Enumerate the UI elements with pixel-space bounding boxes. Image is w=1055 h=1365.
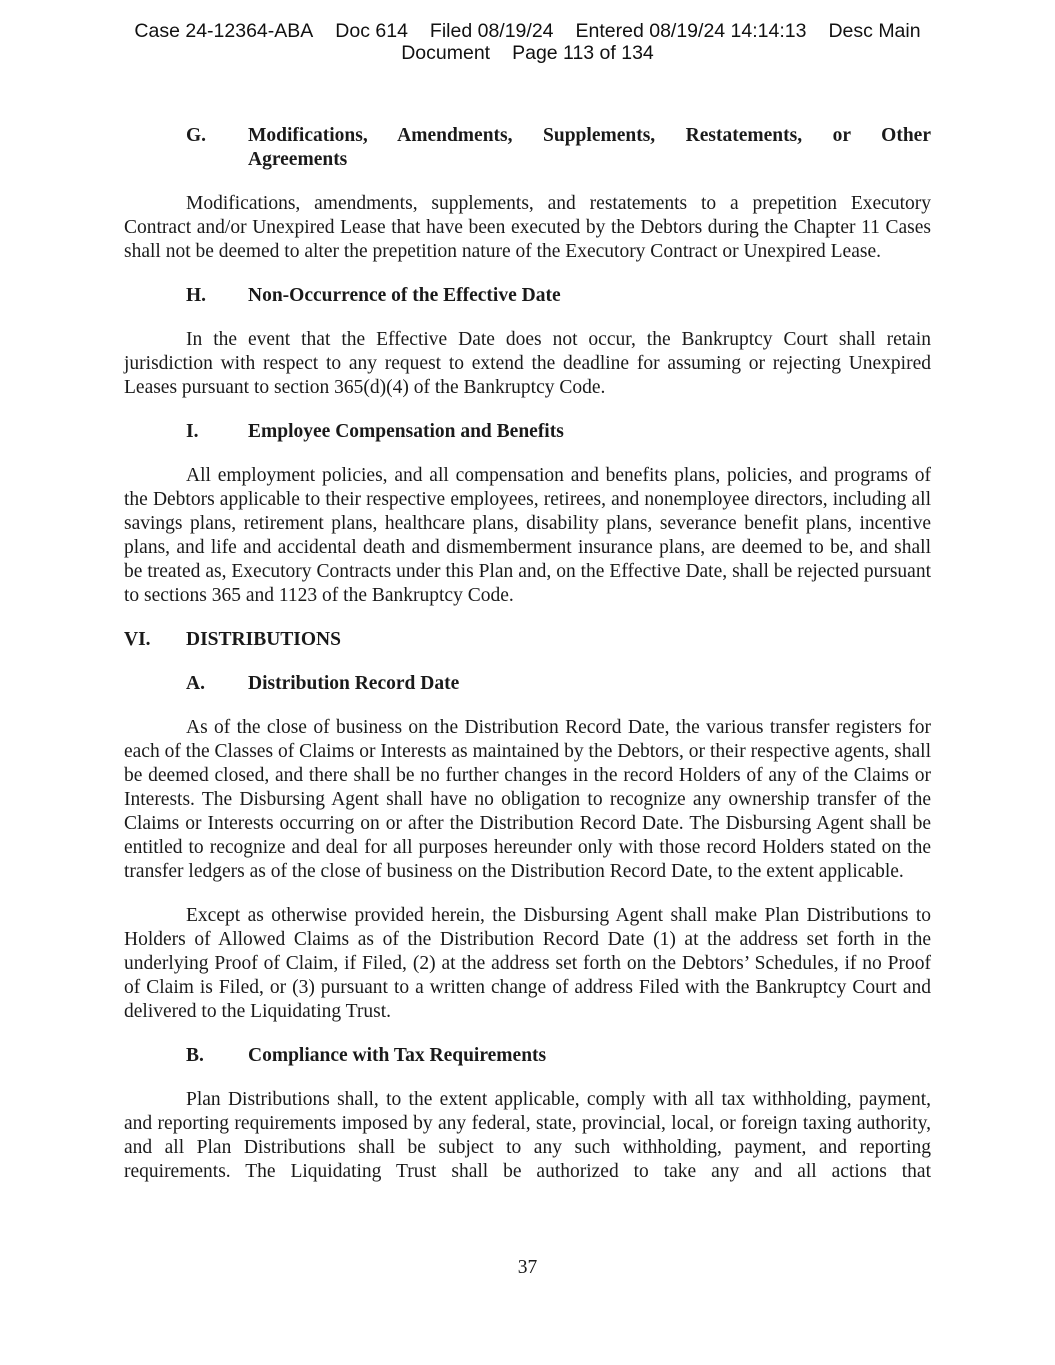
filed-date: Filed 08/19/24	[429, 20, 554, 42]
section-b-paragraph: Plan Distributions shall, to the extent applicable, comply with all tax withholding, payment, and reporting requirements imposed by any federal, state, provincial, local, or foreign taxing authority, and all Plan Distributions shall be subject to any such withholding, payment, and reporting requirements. The Liquidating Trust shall be authorized to take any and all actions that	[124, 1089, 931, 1182]
header-line-1	[0, 20, 1055, 42]
section-h-number: H.	[186, 285, 207, 306]
court-filing-header	[0, 20, 1055, 64]
section-g-heading	[124, 124, 931, 172]
section-b-number: B.	[186, 1045, 204, 1066]
section-i-number: I.	[186, 421, 199, 442]
section-a-paragraph-1: As of the close of business on the Distribution Record Date, the various transfer registers for each of the Classes of Claims or Interests as maintained by the Debtors, or their respective agents, shall be deemed closed, and there shall be no further changes in the record Holders of any of the Claims or Interests. The Disbursing Agent shall have no obligation to recognize any ownership transfer of the Claims or Interests occurring on or after the Distribution Record Date. The Disbursing Agent shall be entitled to recognize and deal for all purposes hereunder only with those record Holders stated on the transfer ledgers as of the close of business on the Distribution Record Date, to the extent applicable.	[124, 717, 931, 882]
document-label: Document	[401, 42, 491, 64]
header-line-2	[0, 42, 1055, 64]
article-vi-heading	[124, 628, 931, 652]
article-vi-title: DISTRIBUTIONS	[186, 629, 341, 650]
section-i-paragraph: All employment policies, and all compensation and benefits plans, policies, and programs of the Debtors applicable to their respective employees, retirees, and nonemployee directors, including all savings plans, retirement plans, healthcare plans, disability plans, severance benefit plans, incentive plans, and life and accidental death and dismemberment insurance plans, are deemed to be, and shall be treated as, Executory Contracts under this Plan and, on the Effective Date, shall be rejected pursuant to sections 365 and 1123 of the Bankruptcy Code.	[124, 465, 931, 606]
section-i-heading	[124, 420, 931, 444]
document-body	[124, 124, 931, 1184]
section-a-number: A.	[186, 673, 205, 694]
desc-main: Desc Main	[828, 20, 921, 42]
page-of-total: Page 113 of 134	[512, 42, 654, 64]
section-a-title: Distribution Record Date	[248, 673, 460, 694]
section-g-title-line-2: Agreements	[248, 149, 348, 170]
page-number: 37	[517, 1257, 538, 1278]
doc-number: Doc 614	[335, 20, 408, 42]
entered-date: Entered 08/19/24 14:14:13	[575, 20, 807, 42]
section-g-title	[248, 124, 931, 172]
section-a-heading	[124, 672, 931, 696]
section-h-title: Non-Occurrence of the Effective Date	[248, 285, 561, 306]
section-a-paragraph-2: Except as otherwise provided herein, the Disbursing Agent shall make Plan Distributions to Holders of Allowed Claims as of the Distribution Record Date (1) at the address set forth in the underlying Proof of Claim, if Filed, (2) at the address set forth on the Debtors’ Schedules, if no Proof of Claim is Filed, or (3) pursuant to a written change of address Filed with the Bankruptcy Court and delivered to the Liquidating Trust.	[124, 905, 931, 1022]
case-number: Case 24-12364-ABA	[134, 20, 314, 42]
article-vi-number: VI.	[124, 629, 151, 650]
section-h-heading	[124, 284, 931, 308]
section-h-paragraph: In the event that the Effective Date does not occur, the Bankruptcy Court shall retain jurisdiction with respect to any request to extend the deadline for assuming or rejecting Unexpired Leases pursuant to section 365(d)(4) of the Bankruptcy Code.	[124, 329, 931, 398]
section-b-heading	[124, 1044, 931, 1068]
section-i-title: Employee Compensation and Benefits	[248, 421, 564, 442]
section-b-title: Compliance with Tax Requirements	[248, 1045, 547, 1066]
section-g-paragraph: Modifications, amendments, supplements, and restatements to a prepetition Executory Contract and/or Unexpired Lease that have been executed by the Debtors during the Chapter 11 Cases shall not be deemed to alter the prepetition nature of the Executory Contract or Unexpired Lease.	[124, 193, 931, 262]
section-g-number: G.	[186, 125, 207, 146]
section-g-title-line-1: Modifications, Amendments, Supplements, Restatements, or Other	[248, 125, 931, 146]
